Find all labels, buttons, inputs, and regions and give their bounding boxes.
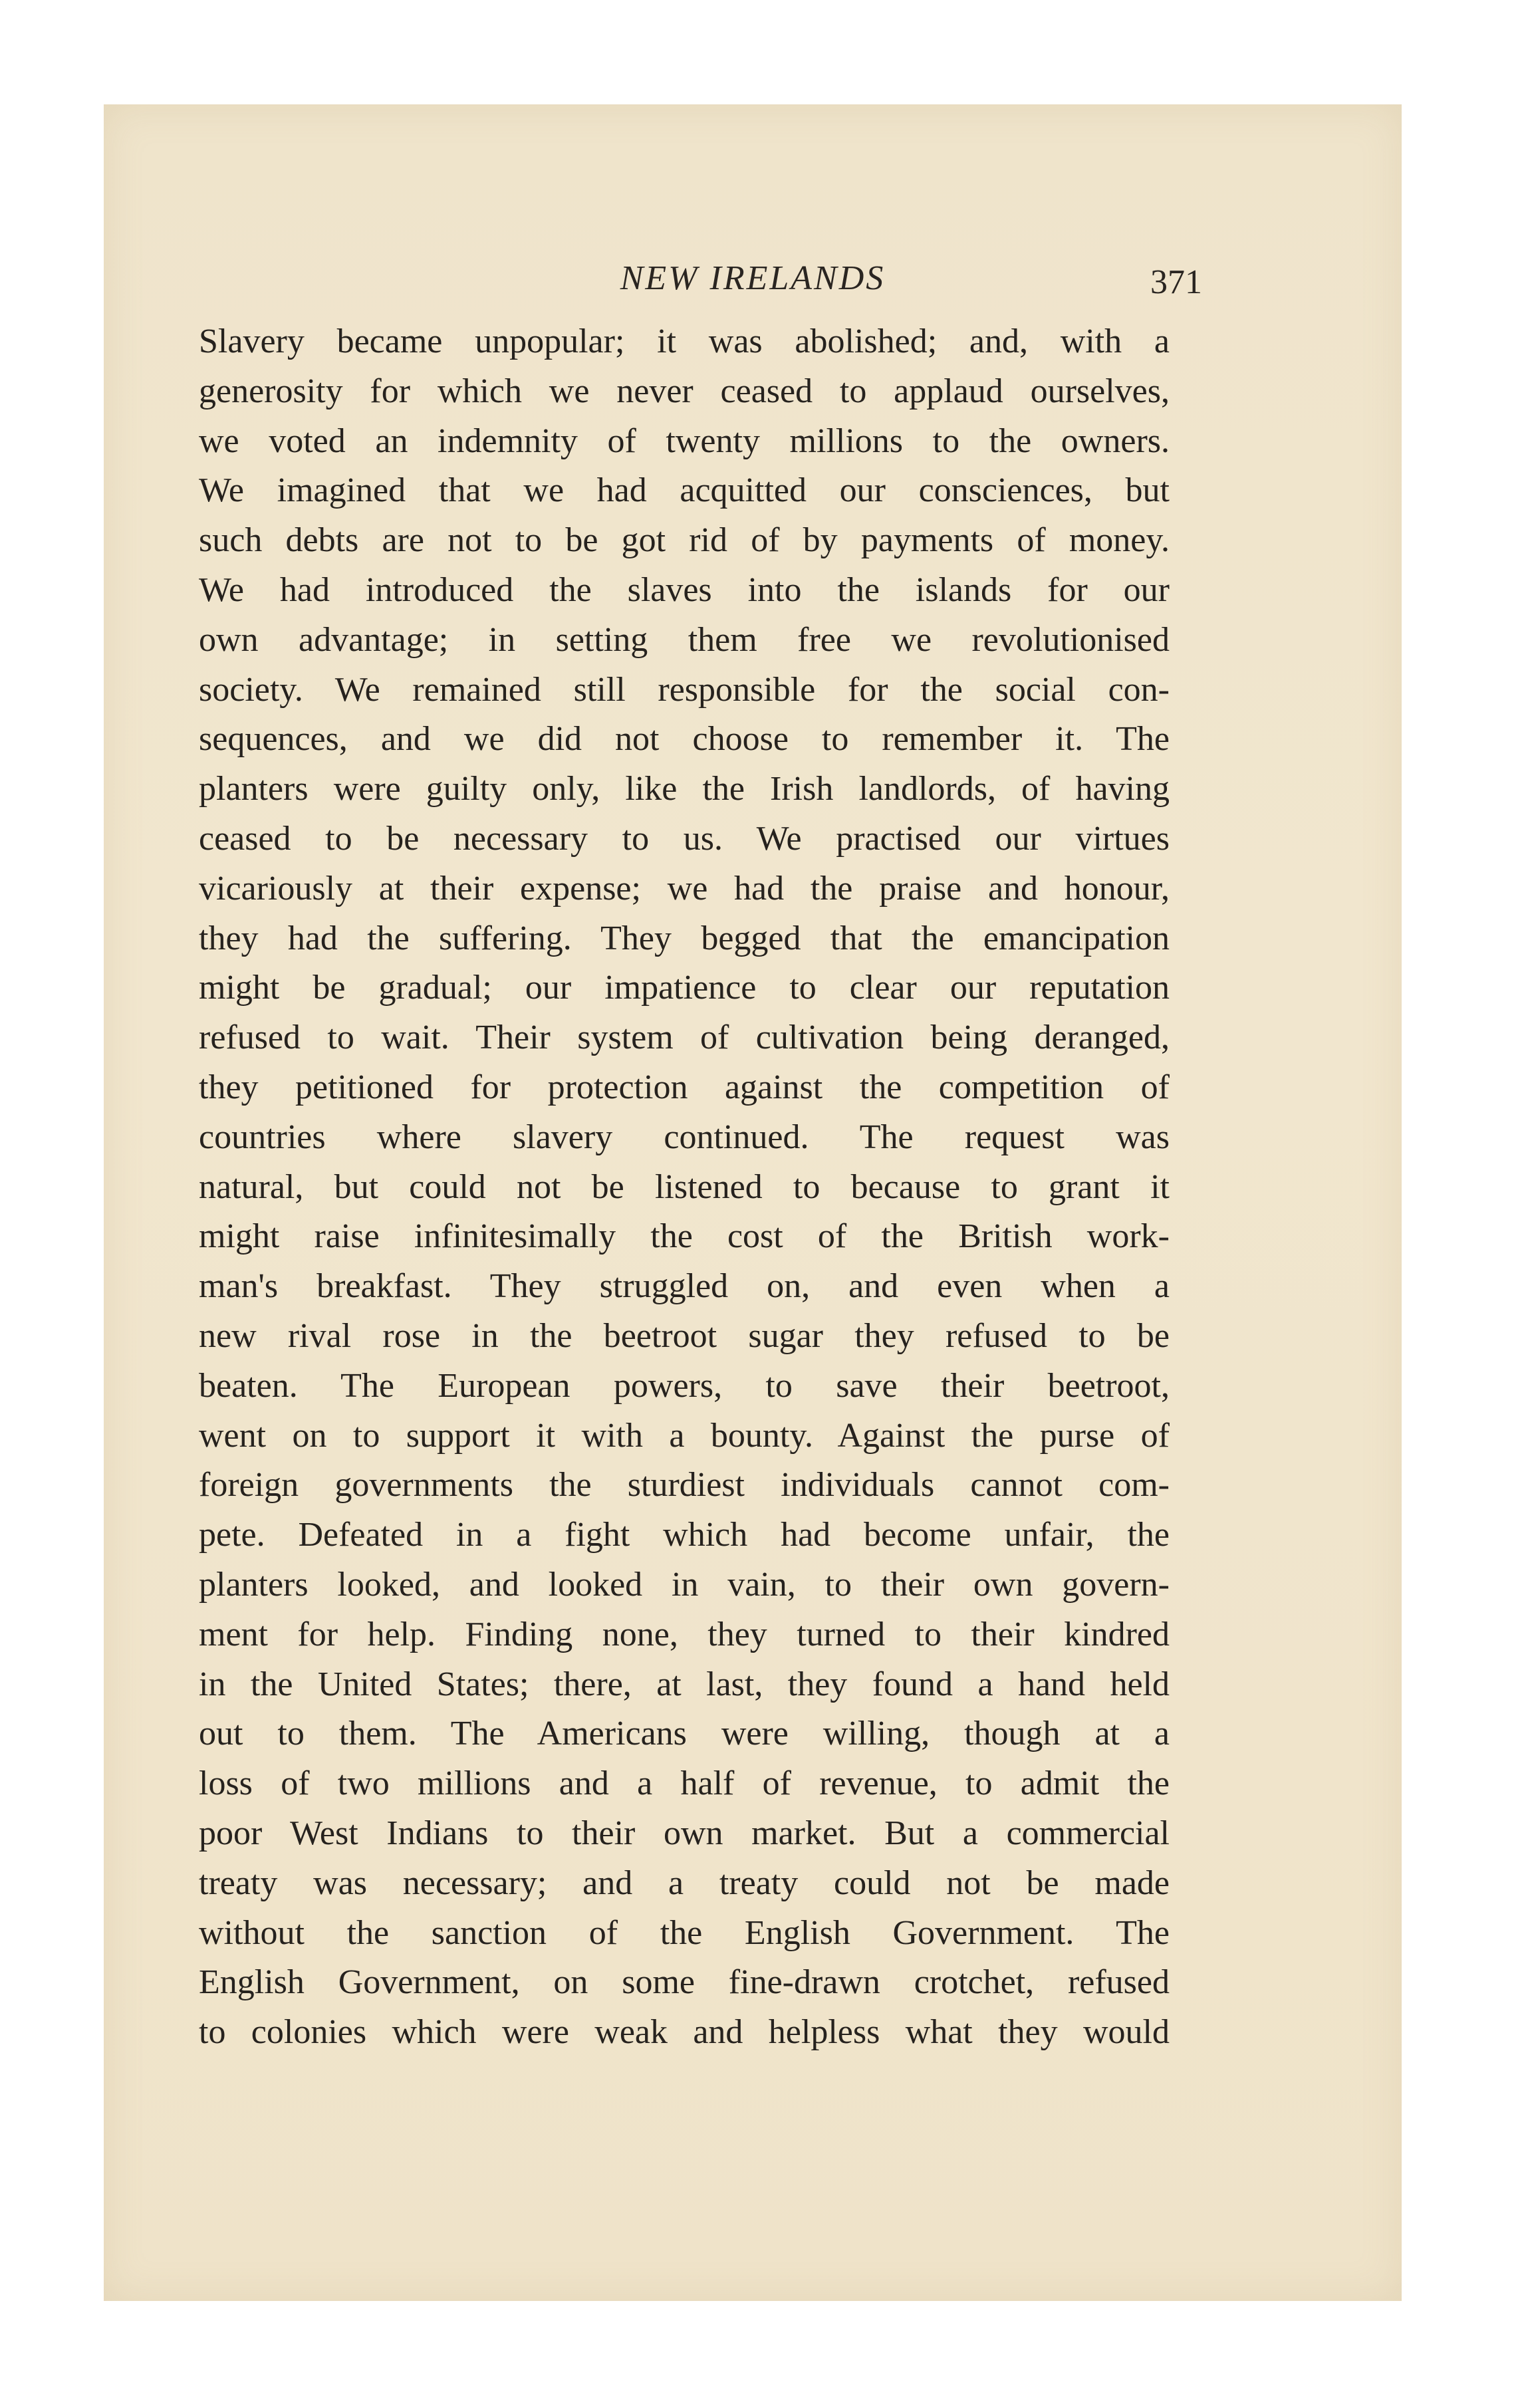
text-line: We imagined that we had acquitted our consciences, but — [199, 471, 1170, 510]
text-line: planters looked, and looked in vain, to their own govern- — [199, 1565, 1170, 1604]
text-line: English Government, on some fine-drawn crotchet, refused — [199, 1963, 1170, 2002]
text-line: in the United States; there, at last, they found a hand held — [199, 1665, 1170, 1703]
text-line: generosity for which we never ceased to applaud ourselves, — [199, 372, 1170, 410]
text-line: beaten. The European powers, to save their beetroot, — [199, 1366, 1170, 1405]
text-line: without the sanction of the English Government. The — [199, 1913, 1170, 1952]
running-head: NEW IRELANDS — [620, 259, 886, 297]
text-line: We had introduced the slaves into the islands for our — [199, 570, 1170, 609]
text-line: refused to wait. Their system of cultivation being deranged, — [199, 1019, 1170, 1057]
text-line: new rival rose in the beetroot sugar they refused to be — [199, 1316, 1170, 1355]
text-line: vicariously at their expense; we had the praise and honour, — [199, 869, 1170, 907]
text-line: might be gradual; our impatience to clear our reputation — [199, 969, 1170, 1007]
text-line: sequences, and we did not choose to remember it. The — [199, 720, 1170, 759]
body-text — [199, 317, 1170, 2058]
text-line: we voted an indemnity of twenty millions to the owners. — [199, 421, 1170, 460]
text-line: out to them. The Americans were willing, though at a — [199, 1715, 1170, 1753]
text-line: poor West Indians to their own market. But a commercial — [199, 1814, 1170, 1852]
text-line: planters were guilty only, like the Irish landlords, of having — [199, 770, 1170, 808]
text-line: they petitioned for protection against the competition of — [199, 1068, 1170, 1106]
book-page — [104, 104, 1402, 2301]
text-line: own advantage; in setting them free we revolutionised — [199, 620, 1170, 659]
text-line: ment for help. Finding none, they turned to their kindred — [199, 1615, 1170, 1653]
text-line: went on to support it with a bounty. Against the purse of — [199, 1416, 1170, 1455]
page-header — [104, 259, 1402, 312]
text-line: natural, but could not be listened to because to grant it — [199, 1167, 1170, 1206]
text-line: ceased to be necessary to us. We practised our virtues — [199, 819, 1170, 858]
text-line: treaty was necessary; and a treaty could not be made — [199, 1864, 1170, 1902]
text-line: Slavery became unpopular; it was abolished; and, with a — [199, 322, 1170, 360]
text-line: such debts are not to be got rid of by payments of money. — [199, 521, 1170, 560]
text-line: might raise infinitesimally the cost of the British work- — [199, 1217, 1170, 1256]
text-line: loss of two millions and a half of revenue, to admit the — [199, 1764, 1170, 1803]
text-line: they had the suffering. They begged that the emancipation — [199, 919, 1170, 957]
text-line: pete. Defeated in a fight which had become unfair, the — [199, 1516, 1170, 1554]
text-line: foreign governments the sturdiest individuals cannot com- — [199, 1466, 1170, 1505]
text-line: to colonies which were weak and helpless what they would — [199, 2013, 1170, 2052]
text-line: man's breakfast. They struggled on, and even when a — [199, 1267, 1170, 1306]
text-line: society. We remained still responsible for the social con- — [199, 670, 1170, 709]
page-number: 371 — [1150, 263, 1202, 301]
text-line: countries where slavery continued. The request was — [199, 1118, 1170, 1156]
